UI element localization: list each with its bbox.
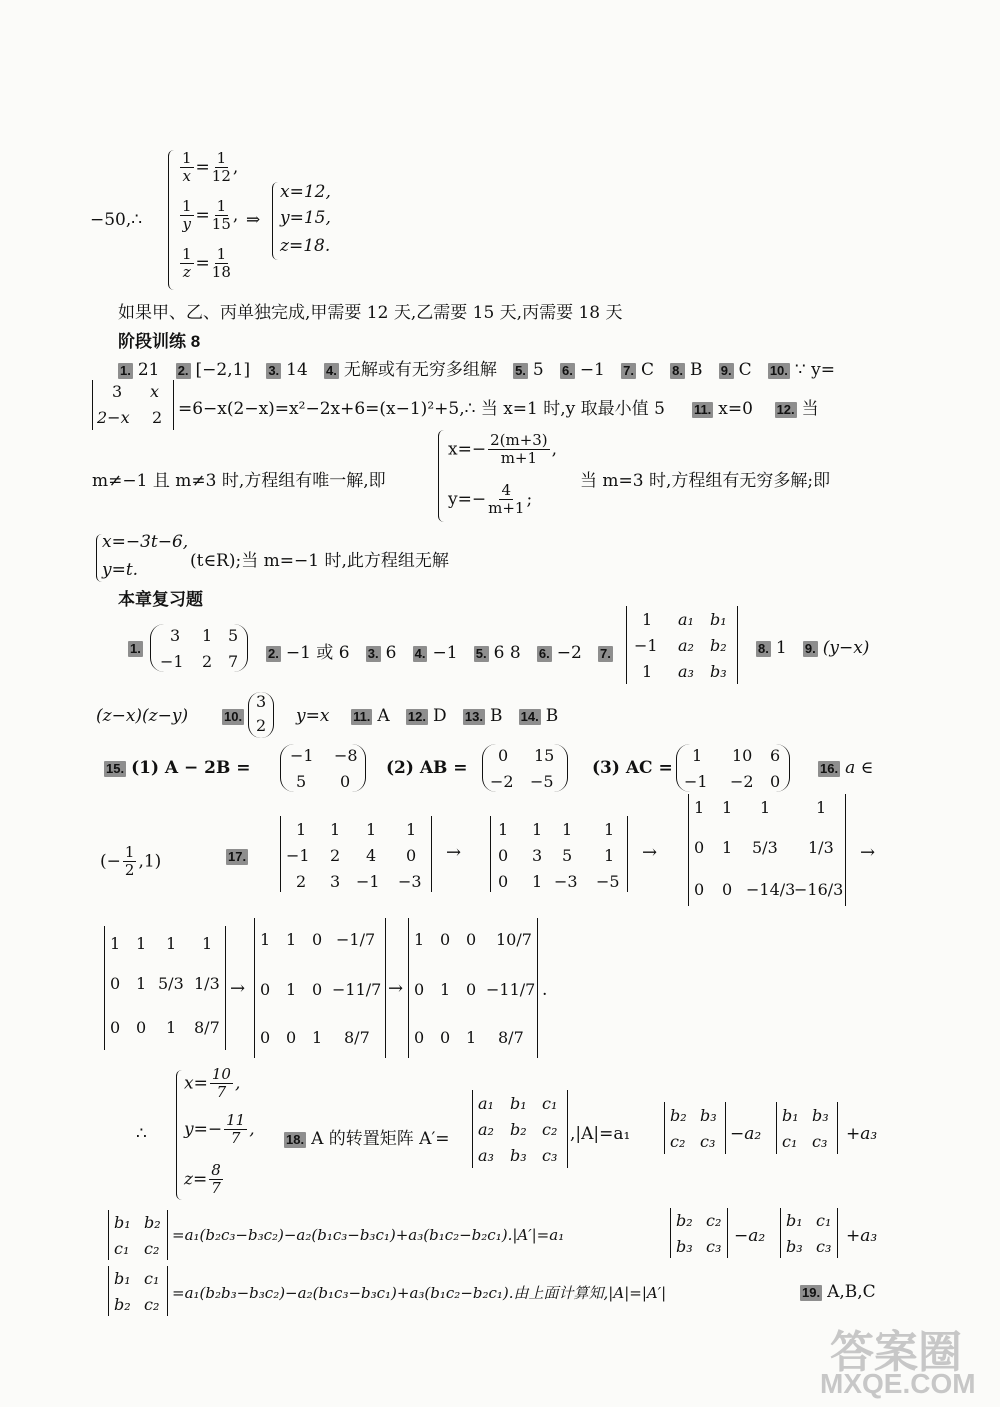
q16-range: (− $\frac{1}{2}$ ,1) [100, 843, 162, 880]
arrow-3: → [860, 842, 876, 863]
conclusion-text: 如果甲、乙、丙单独完成,甲需要 12 天,乙需要 15 天,丙需要 18 天 [118, 303, 623, 323]
section8-sys-y: y=− $\frac{4}{m+1}$ ; [448, 481, 533, 518]
section8-brace [438, 430, 447, 522]
section8-answers-line1: 1. 21 2. [−2,1] 3. 14 4. 无解或有无穷多组解 5. 5 6. −1 7. C 8. B 9. C 10. ∵ y= [120, 360, 835, 380]
arrow-1: → [446, 842, 462, 863]
watermark-url: MXQE.COM [820, 1368, 976, 1399]
section8-line3-b: 当 m=3 时,方程组有无穷多解;即 [580, 471, 831, 491]
arrow-4: → [230, 978, 246, 999]
implies-arrow: ⇒ [246, 210, 261, 230]
section8-line3-a: m≠−1 且 m≠3 时,方程组有唯一解,即 [92, 471, 386, 491]
system-brace-2 [272, 182, 279, 260]
section8-sys-x: x=− $\frac{2(m+3)}{m+1}$ , [448, 431, 558, 468]
solution-x: x=12, [280, 182, 331, 202]
system-brace-1 [168, 150, 177, 290]
system-eq-2: $\frac{1}{y}$ = $\frac{1}{15}$ , [182, 197, 239, 234]
system-eq-3: $\frac{1}{z}$ = $\frac{1}{18}$ [182, 245, 231, 282]
solution-y: y=15, [280, 208, 331, 228]
review-line1: 2. −1 或 6 3. 6 4. −1 5. 6 8 6. −2 7. [268, 643, 611, 663]
system-eq-1: $\frac{1}{x}$ = $\frac{1}{12}$ , [182, 149, 239, 186]
top-prefix: −50,∴ [90, 210, 143, 230]
section-title-review: 本章复习题 [118, 590, 203, 609]
section8-line2: =6−x(2−x)=x²−2x+6=(x−1)²+5,∴ 当 x=1 时,y 取最小值 5 11. x=0 12. 当 [178, 399, 819, 419]
section8-line4-b: (t∈R);当 m=−1 时,此方程组无解 [190, 551, 449, 571]
arrow-2: → [642, 842, 658, 863]
q9-continuation: (z−x)(z−y) [96, 706, 189, 726]
section-title-8: 阶段训练 8 [118, 332, 201, 351]
solution-z: z=18. [280, 236, 331, 256]
arrow-5: → [388, 978, 404, 999]
watermark-logo: 答案圈 [830, 1328, 962, 1377]
